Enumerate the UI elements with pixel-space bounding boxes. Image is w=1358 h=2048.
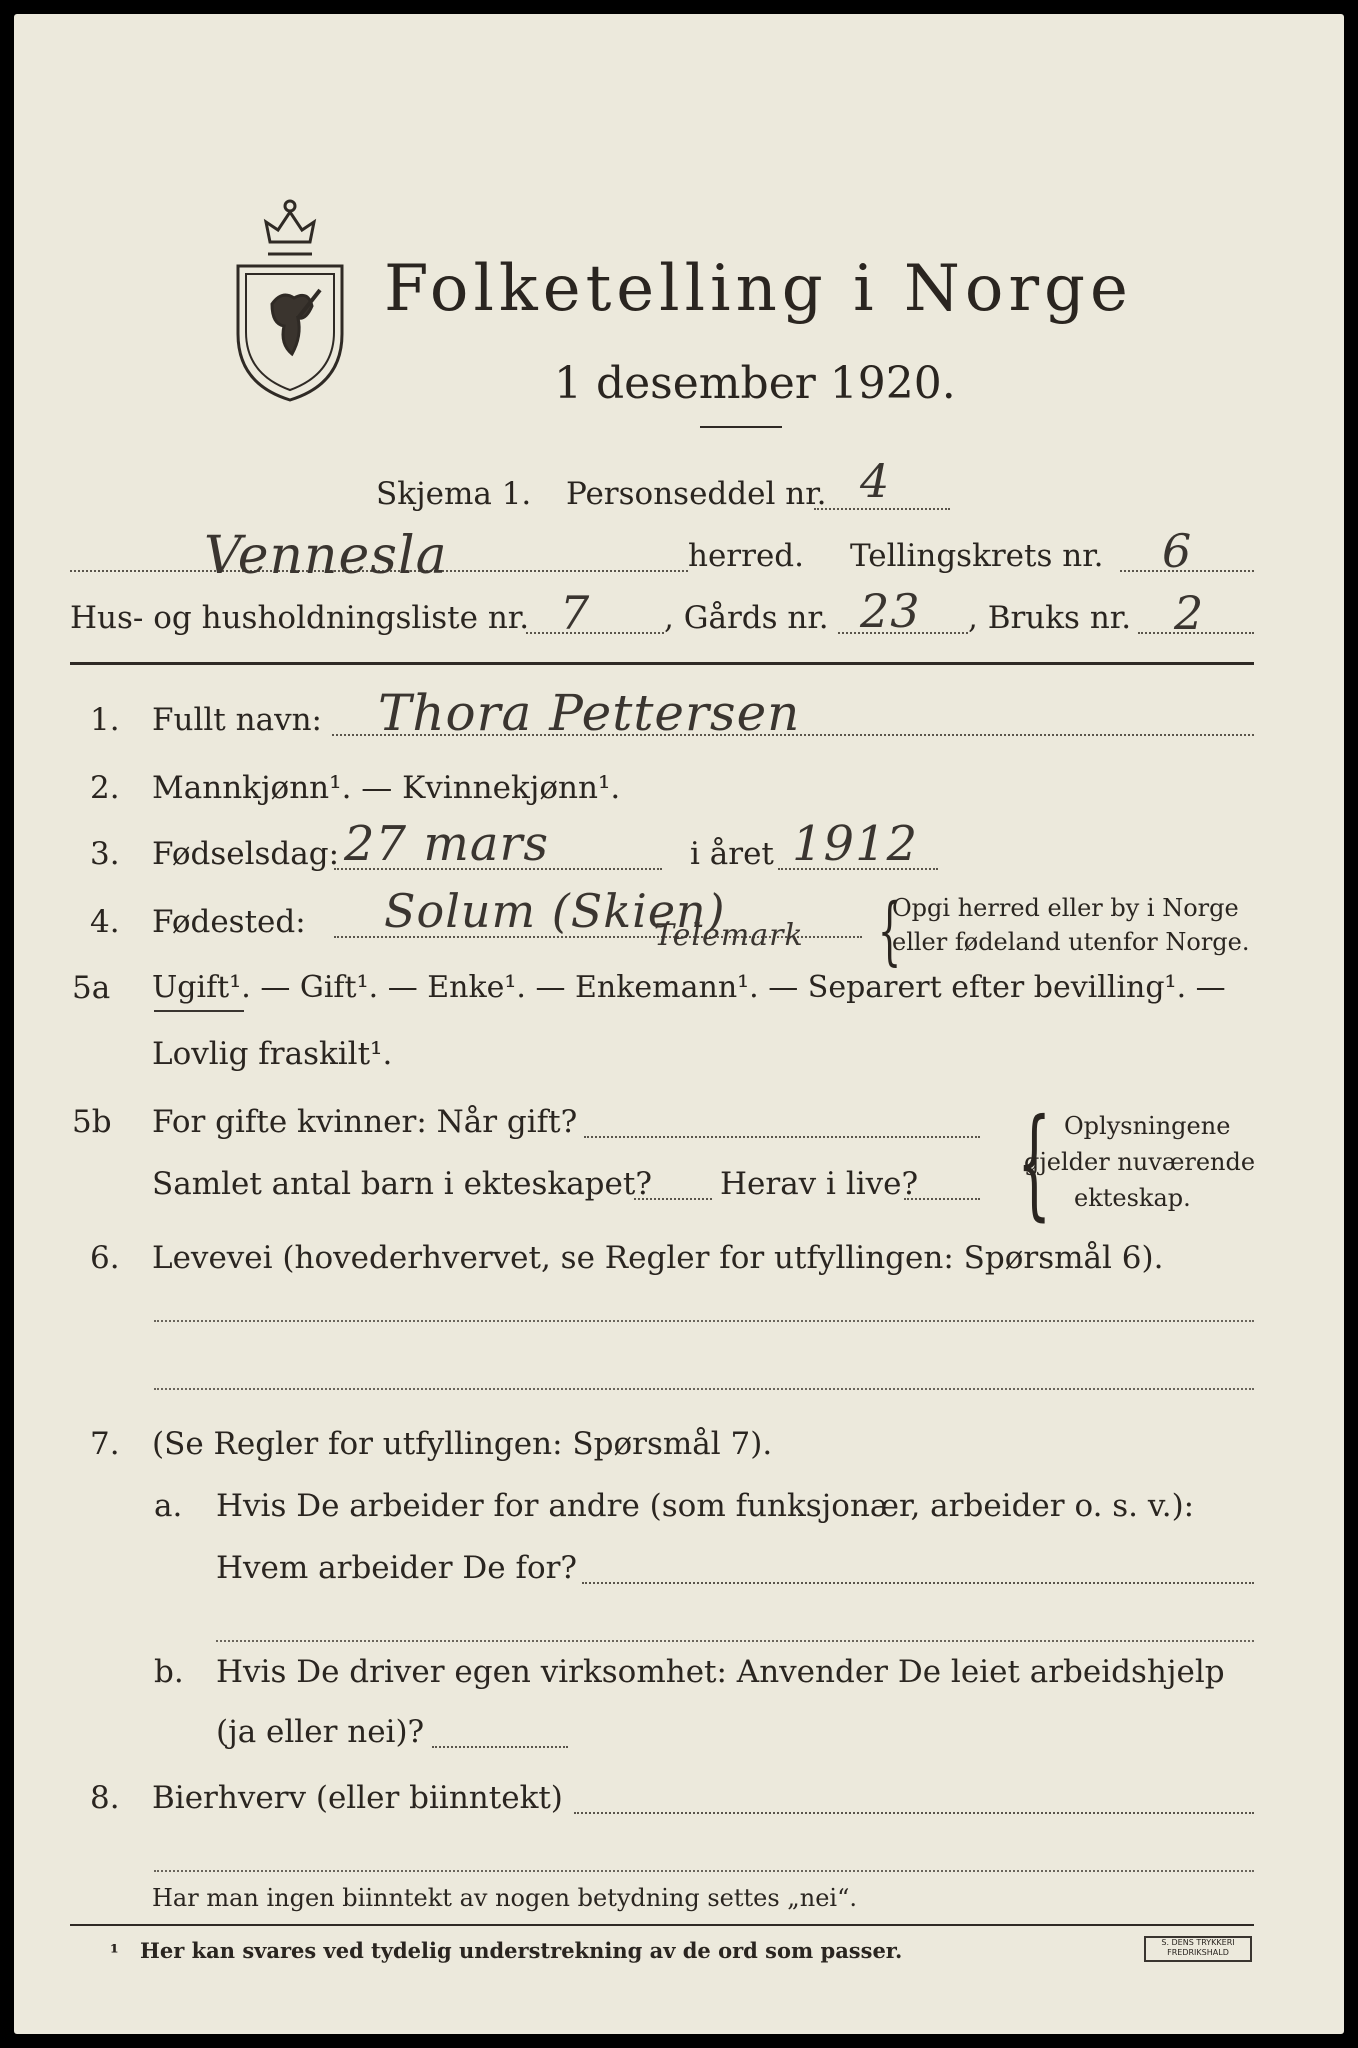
skjema-label: Skjema 1.	[376, 476, 532, 512]
q2-number: 2.	[90, 770, 120, 806]
occupation-line-1	[154, 1320, 1254, 1322]
title-divider	[700, 426, 782, 428]
birth-year-value: 1912	[792, 816, 919, 872]
tellingskrets-value: 6	[1162, 524, 1193, 578]
children-alive-line	[904, 1198, 980, 1200]
q4-note-line2: eller fødeland utenfor Norge.	[892, 928, 1250, 956]
q3-label: Fødselsdag:	[152, 836, 340, 872]
q3-number: 3.	[90, 836, 120, 872]
printer-stamp-line2: FREDRIKSHALD	[1167, 1948, 1229, 1957]
q4-note-line1: Opgi herred eller by i Norge	[892, 894, 1239, 922]
q5b-text1: For gifte kvinner: Når gift?	[152, 1104, 578, 1140]
q5b-note3: ekteskap.	[1074, 1184, 1191, 1212]
q6-number: 6.	[90, 1240, 120, 1276]
q7a-text1: Hvis De arbeider for andre (som funksjonær, arbeider o. s. v.):	[216, 1488, 1195, 1524]
q7b-letter: b.	[154, 1654, 184, 1690]
footnote-marker: ¹	[110, 1940, 119, 1964]
hired-help-line	[432, 1746, 568, 1748]
sex-options: Mannkjønn¹. — Kvinnekjønn¹.	[152, 770, 621, 806]
q7b-text2: (ja eller nei)?	[216, 1714, 425, 1750]
norway-coat-of-arms-icon	[228, 194, 352, 404]
q4-number: 4.	[90, 904, 120, 940]
q4-brace: {	[877, 888, 902, 974]
side-income-line-2	[154, 1870, 1254, 1872]
personseddel-line	[814, 508, 950, 510]
tellingskrets-label: Tellingskrets nr.	[850, 538, 1104, 574]
q5a-number: 5a	[72, 970, 111, 1006]
birthday-value: 27 mars	[344, 816, 550, 872]
children-total-line	[634, 1198, 712, 1200]
q3-year-label: i året	[690, 836, 774, 872]
q1-label: Fullt navn:	[152, 702, 322, 738]
hus-value: 7	[560, 586, 591, 640]
q5b-text3: Herav i live?	[720, 1166, 919, 1202]
marital-status-options-2: Lovlig fraskilt¹.	[152, 1036, 393, 1072]
bruks-value: 2	[1174, 586, 1205, 640]
q8-text: Bierhverv (eller biinntekt)	[152, 1780, 563, 1816]
full-name-value: Thora Pettersen	[378, 684, 801, 742]
footer-rule	[70, 1924, 1254, 1926]
personseddel-value: 4	[860, 454, 891, 508]
q7b-text1: Hvis De driver egen virksomhet: Anvender De leiet arbeidshjelp	[216, 1654, 1225, 1690]
birthplace-value: Solum (Skien)	[384, 884, 726, 938]
printer-stamp-line1: S. DENS TRYKKERI	[1161, 1938, 1235, 1947]
employer-line-2	[216, 1640, 1254, 1642]
personseddel-label: Personseddel nr.	[566, 476, 827, 512]
birthplace-value-2: Telemark	[654, 918, 804, 953]
ugift-underline	[154, 1010, 244, 1012]
q7a-text2: Hvem arbeider De for?	[216, 1550, 578, 1586]
form-title: Folketelling i Norge	[384, 252, 1133, 326]
q4-label: Fødested:	[152, 904, 306, 940]
herred-label: herred.	[688, 538, 804, 574]
q7-text: (Se Regler for utfyllingen: Spørsmål 7).	[152, 1426, 773, 1462]
q8-note: Har man ingen biinntekt av nogen betydning settes „nei“.	[152, 1884, 857, 1912]
employer-line-1	[582, 1582, 1254, 1584]
side-income-line-1	[574, 1812, 1254, 1814]
q5b-text2: Samlet antal barn i ekteskapet?	[152, 1166, 652, 1202]
q5b-brace: {	[1016, 1094, 1052, 1233]
occupation-line-2	[154, 1388, 1254, 1390]
bruks-label: , Bruks nr.	[968, 600, 1132, 636]
marital-status-options: Ugift¹. — Gift¹. — Enke¹. — Enkemann¹. — Separert efter bevilling¹. —	[152, 970, 1226, 1005]
census-date: 1 desember 1920.	[554, 358, 956, 409]
q5b-note2: gjelder nuværende	[1024, 1148, 1256, 1176]
q1-number: 1.	[90, 702, 120, 738]
hus-line	[526, 632, 664, 634]
herred-value: Vennesla	[204, 526, 448, 586]
married-when-line	[584, 1136, 980, 1138]
q5b-note1: Oplysningene	[1064, 1112, 1231, 1140]
census-form-sheet	[14, 14, 1344, 2034]
q6-text: Levevei (hovederhvervet, se Regler for utfyllingen: Spørsmål 6).	[152, 1240, 1164, 1276]
q5b-number: 5b	[72, 1104, 112, 1140]
gards-label: , Gårds nr.	[664, 600, 829, 636]
footnote-text: Her kan svares ved tydelig understrekning av de ord som passer.	[140, 1938, 903, 1963]
gards-value: 23	[860, 584, 921, 638]
q7a-letter: a.	[154, 1488, 183, 1524]
q8-number: 8.	[90, 1780, 120, 1816]
q7-number: 7.	[90, 1426, 120, 1462]
hus-label: Hus- og husholdningsliste nr.	[70, 600, 530, 636]
header-rule	[70, 662, 1254, 665]
printer-stamp	[1144, 1936, 1252, 1962]
